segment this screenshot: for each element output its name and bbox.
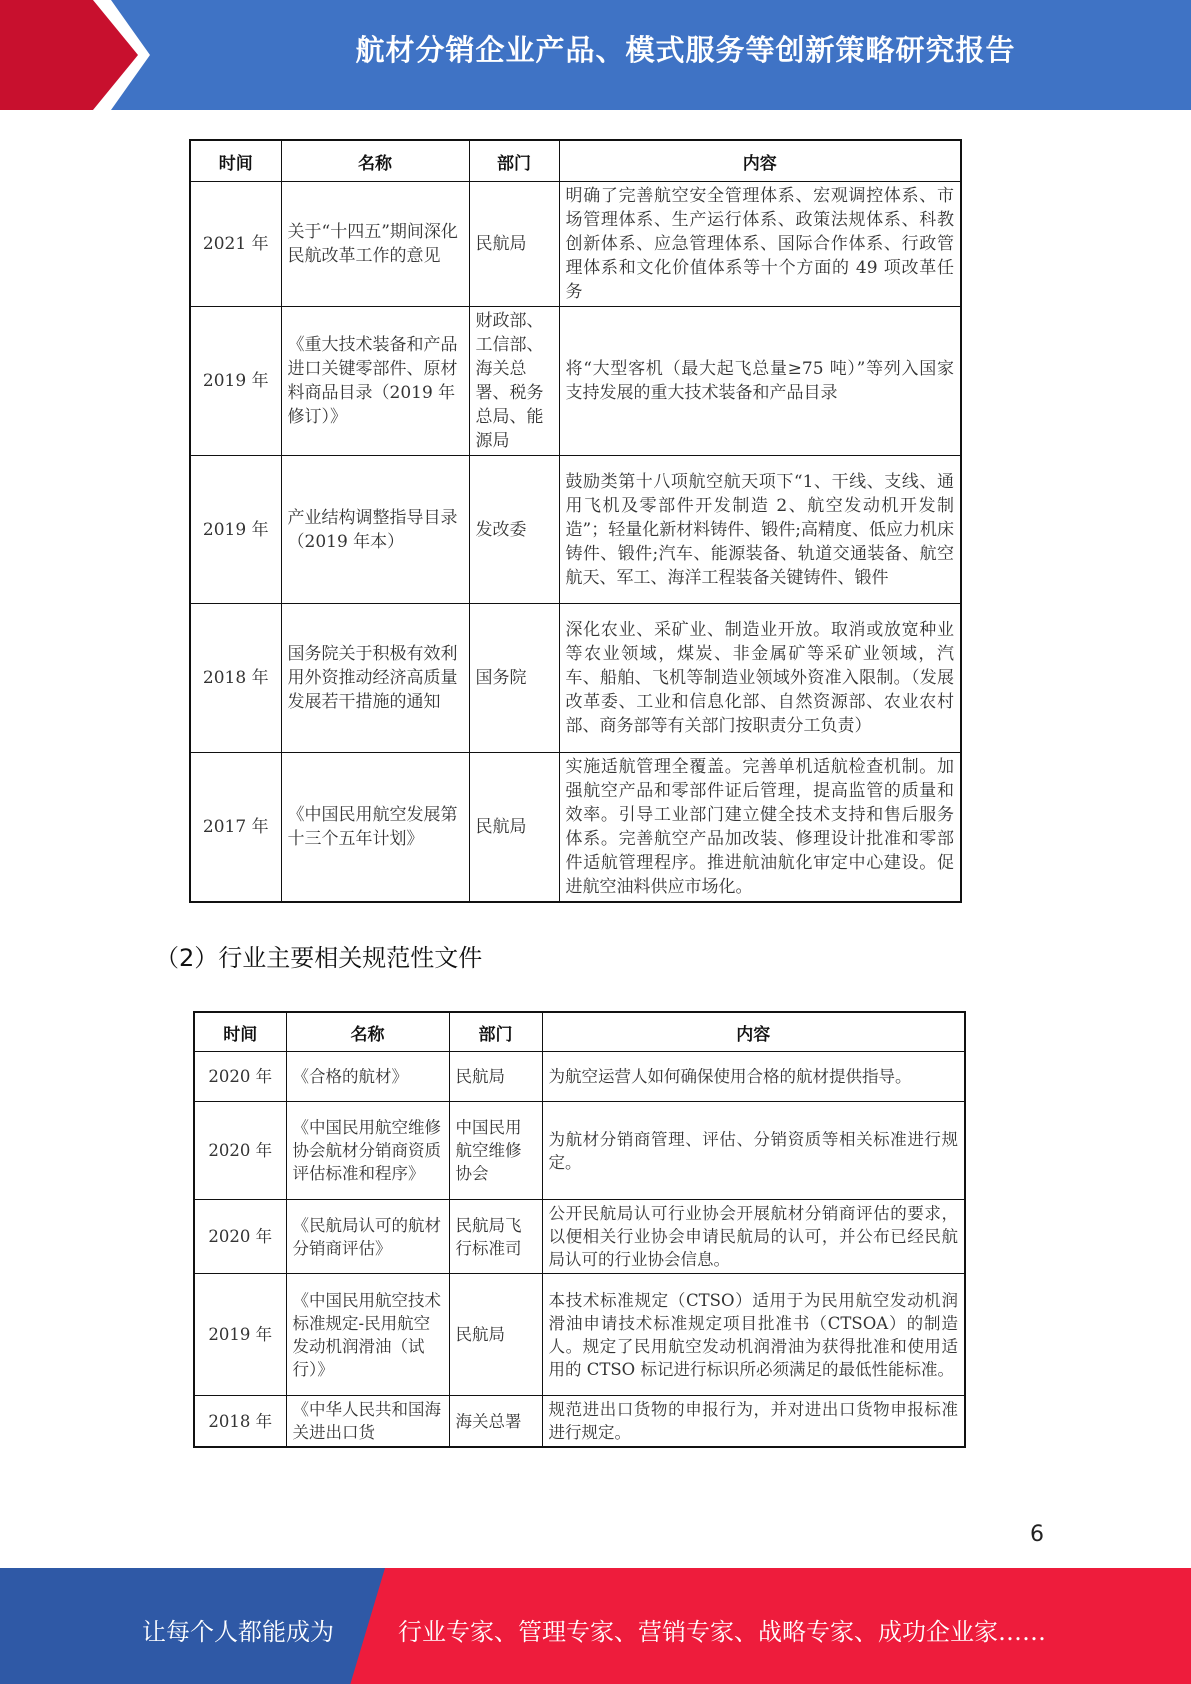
table-header-row bbox=[194, 1012, 965, 1052]
cell-content: 将“大型客机（最大起飞总量≥75 吨）”等列入国家支持发展的重大技术装备和产品目录 bbox=[559, 307, 961, 456]
header-dept: 部门 bbox=[449, 1012, 542, 1052]
cell-content: 公开民航局认可行业协会开展航材分销商评估的要求，以便相关行业协会申请民航局的认可，并公布已经民航局认可的行业协会信息。 bbox=[542, 1200, 965, 1274]
cell-dept: 发改委 bbox=[469, 456, 559, 604]
cell-name: 《民航局认可的航材分销商评估》 bbox=[286, 1200, 449, 1274]
section-heading: （2）行业主要相关规范性文件 bbox=[155, 944, 483, 972]
header-content: 内容 bbox=[559, 140, 961, 182]
table-row bbox=[194, 1052, 965, 1102]
table-row bbox=[194, 1102, 965, 1200]
cell-content: 为航材分销商管理、评估、分销资质等相关标准进行规定。 bbox=[542, 1102, 965, 1200]
header-time: 时间 bbox=[194, 1012, 286, 1052]
table-row bbox=[194, 1274, 965, 1396]
cell-dept: 国务院 bbox=[469, 604, 559, 753]
cell-content: 实施适航管理全覆盖。完善单机适航检查机制。加强航空产品和零部件证后管理，提高监管的质量和效率。引导工业部门建立健全技术支持和售后服务体系。完善航空产品加改装、修理设计批准和零部件适航管理程序。推进航油航化审定中心建设。促进航空油料供应市场化。 bbox=[559, 753, 961, 903]
cell-content: 本技术标准规定（CTSO）适用于为民用航空发动机润滑油申请技术标准规定项目批准书（CTSOA）的制造人。规定了民用航空发动机润滑油为获得批准和使用适用的 CTSO 标记进行标识所必须满足的最低性能标准。 bbox=[542, 1274, 965, 1396]
cell-time: 2018 年 bbox=[190, 604, 281, 753]
cell-content: 规范进出口货物的申报行为，并对进出口货物申报标准进行规定。 bbox=[542, 1396, 965, 1448]
cell-dept: 民航局 bbox=[469, 753, 559, 903]
table-row bbox=[190, 604, 961, 753]
header-time: 时间 bbox=[190, 140, 281, 182]
header-name: 名称 bbox=[286, 1012, 449, 1052]
cell-time: 2020 年 bbox=[194, 1102, 286, 1200]
cell-content: 明确了完善航空安全管理体系、宏观调控体系、市场管理体系、生产运行体系、政策法规体系、科教创新体系、应急管理体系、国际合作体系、行政管理体系和文化价值体系等十个方面的 49 项改革任务 bbox=[559, 182, 961, 307]
normative-docs-table bbox=[193, 1011, 966, 1448]
footer-banner bbox=[0, 1568, 1191, 1684]
report-title: 航材分销企业产品、模式服务等创新策略研究报告 bbox=[355, 33, 1016, 67]
header-banner bbox=[0, 0, 1191, 110]
cell-time: 2019 年 bbox=[190, 456, 281, 604]
footer-slogan-right: 行业专家、管理专家、营销专家、战略专家、成功企业家…… bbox=[398, 1618, 1046, 1646]
table-row bbox=[190, 456, 961, 604]
cell-content: 深化农业、采矿业、制造业开放。取消或放宽种业等农业领域，煤炭、非金属矿等采矿业领域，汽车、船舶、飞机等制造业领域外资准入限制。（发展改革委、工业和信息化部、自然资源部、农业农村部、商务部等有关部门按职责分工负责） bbox=[559, 604, 961, 753]
cell-time: 2017 年 bbox=[190, 753, 281, 903]
table-row bbox=[194, 1200, 965, 1274]
cell-dept: 民航局 bbox=[469, 182, 559, 307]
cell-time: 2020 年 bbox=[194, 1052, 286, 1102]
table-row bbox=[190, 307, 961, 456]
header-dept: 部门 bbox=[469, 140, 559, 182]
cell-name: 《重大技术装备和产品进口关键零部件、原材料商品目录（2019 年修订）》 bbox=[281, 307, 469, 456]
cell-time: 2021 年 bbox=[190, 182, 281, 307]
cell-name: 《合格的航材》 bbox=[286, 1052, 449, 1102]
cell-dept: 民航局 bbox=[449, 1052, 542, 1102]
cell-time: 2019 年 bbox=[194, 1274, 286, 1396]
table-row bbox=[194, 1396, 965, 1448]
cell-name: 《中国民用航空发展第十三个五年计划》 bbox=[281, 753, 469, 903]
cell-time: 2018 年 bbox=[194, 1396, 286, 1448]
cell-name: 产业结构调整指导目录（2019 年本） bbox=[281, 456, 469, 604]
cell-dept: 民航局飞行标准司 bbox=[449, 1200, 542, 1274]
cell-name: 《中华人民共和国海关进出口货 bbox=[286, 1396, 449, 1448]
policy-table bbox=[189, 139, 962, 903]
header-content: 内容 bbox=[542, 1012, 965, 1052]
cell-name: 国务院关于积极有效利用外资推动经济高质量发展若干措施的通知 bbox=[281, 604, 469, 753]
cell-dept: 中国民用航空维修协会 bbox=[449, 1102, 542, 1200]
cell-content: 为航空运营人如何确保使用合格的航材提供指导。 bbox=[542, 1052, 965, 1102]
cell-content: 鼓励类第十八项航空航天项下“1、干线、支线、通用飞机及零部件开发制造 2、航空发动机开发制造”；轻量化新材料铸件、锻件;高精度、低应力机床铸件、锻件;汽车、能源装备、轨道交通装备、航空航天、军工、海洋工程装备关键铸件、锻件 bbox=[559, 456, 961, 604]
cell-dept: 海关总署 bbox=[449, 1396, 542, 1448]
table-row bbox=[190, 753, 961, 903]
cell-dept: 民航局 bbox=[449, 1274, 542, 1396]
cell-time: 2020 年 bbox=[194, 1200, 286, 1274]
cell-time: 2019 年 bbox=[190, 307, 281, 456]
cell-name: 《中国民用航空技术标准规定-民用航空发动机润滑油（试行）》 bbox=[286, 1274, 449, 1396]
header-name: 名称 bbox=[281, 140, 469, 182]
cell-dept: 财政部、工信部、海关总署、税务总局、能源局 bbox=[469, 307, 559, 456]
table-header-row bbox=[190, 140, 961, 182]
table-row bbox=[190, 182, 961, 307]
footer-slogan-left: 让每个人都能成为 bbox=[142, 1618, 334, 1646]
page-number: 6 bbox=[1030, 1522, 1044, 1547]
cell-name: 关于“十四五”期间深化民航改革工作的意见 bbox=[281, 182, 469, 307]
cell-name: 《中国民用航空维修协会航材分销商资质评估标准和程序》 bbox=[286, 1102, 449, 1200]
header-red-arrow bbox=[0, 0, 150, 110]
